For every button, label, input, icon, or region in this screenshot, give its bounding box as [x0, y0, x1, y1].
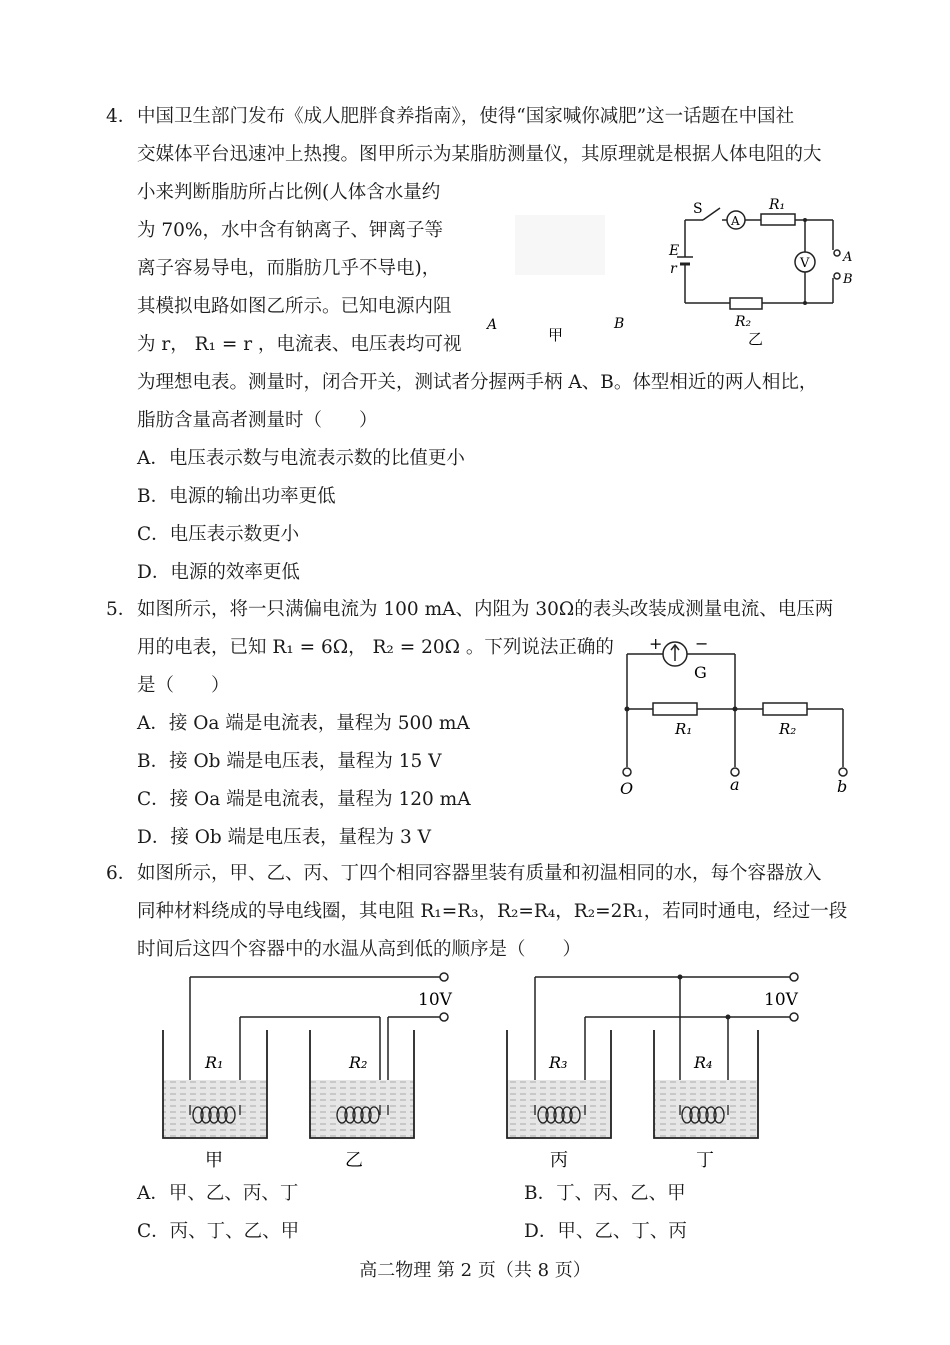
q6-number: 6． [106, 863, 137, 884]
q4-line-3: 小来判断脂肪所占比例(人体含水量约 [137, 182, 441, 203]
q5-option-d: D．接 Ob 端是电压表，量程为 3 V [137, 827, 431, 848]
container-jia [163, 1030, 267, 1171]
label-bing: 丙 [550, 1150, 568, 1171]
q4-line-6: 其模拟电路如图乙所示。已知电源内阻 [137, 296, 452, 317]
q6-option-b: B．丁、丙、乙、甲 [524, 1183, 686, 1204]
q4-option-b: B．电源的输出功率更低 [137, 486, 336, 507]
q5-line-3: 是（ ） [137, 675, 230, 696]
q4-number: 4． [106, 106, 137, 127]
q4-figure-jia [475, 195, 635, 345]
jia-handle-a: A [487, 317, 498, 333]
q5-option-c: C．接 Oa 端是电流表，量程为 120 mA [137, 789, 471, 810]
label-r4: R₄ [694, 1053, 713, 1072]
label-e: E [669, 243, 680, 259]
terminal-b [834, 273, 840, 279]
q4-line-2: 交媒体平台迅速冲上热搜。图甲所示为某脂肪测量仪，其原理就是根据人体电阻的大 [137, 144, 822, 165]
q5-number: 5． [106, 599, 137, 620]
label-terminal-b: B [843, 272, 853, 287]
label-r2: R₂ [779, 720, 797, 738]
label-r1: R₁ [675, 720, 693, 738]
label-ding: 丁 [696, 1150, 714, 1171]
resistor-r2 [763, 703, 807, 715]
resistor-r2 [730, 298, 762, 309]
container-ding [654, 1030, 758, 1171]
q6-line-1: 如图所示，甲、乙、丙、丁四个相同容器里装有质量和初温相同的水，每个容器放入 [137, 863, 822, 884]
label-jia: 甲 [205, 1150, 223, 1171]
label-r1: R₁ [205, 1053, 224, 1072]
g-plus: + [649, 634, 663, 653]
g-minus: − [695, 634, 709, 653]
q5-line-1: 如图所示，将一只满偏电流为 100 mA、内阻为 30Ω的表头改装成测量电流、电压两 [137, 599, 834, 620]
jia-handle-b: B [614, 316, 625, 332]
label-r2: R₂ [735, 314, 752, 330]
q5-line-2: 用的电表，已知 R₁ = 6Ω， R₂ = 20Ω 。下列说法正确的 [137, 637, 614, 658]
yi-label: 乙 [748, 330, 764, 348]
container-bing [507, 1030, 611, 1171]
label-r3: R₃ [549, 1053, 568, 1072]
q4-line-4: 为 70%，水中含有钠离子、钾离子等 [137, 220, 444, 241]
q4-line-9: 脂肪含量高者测量时（ ） [137, 410, 378, 431]
q6-line-3: 时间后这四个容器中的水温从高到低的顺序是（ ） [137, 939, 582, 960]
q4-figure-yi [665, 195, 865, 350]
label-yi: 乙 [345, 1150, 363, 1171]
q5-option-b: B．接 Ob 端是电压表，量程为 15 V [137, 751, 442, 772]
label-a: a [730, 775, 740, 794]
page-footer: 高二物理 第 2 页（共 8 页） [359, 1260, 591, 1281]
label-g: G [694, 663, 707, 682]
device-photo-placeholder [515, 215, 605, 275]
q4-line-5: 离子容易导电，而脂肪几乎不导电)， [137, 258, 441, 279]
terminal-a [834, 250, 840, 256]
label-ammeter: A [731, 214, 740, 228]
q6-option-d: D．甲、乙、丁、丙 [524, 1221, 687, 1242]
q4-line-8: 为理想电表。测量时，闭合开关，测试者分握两手柄 A、B。体型相近的两人相比， [137, 372, 818, 393]
label-r2: R₂ [349, 1053, 368, 1072]
voltage-right: 10V [764, 990, 798, 1010]
q4-line-1: 中国卫生部门发布《成人肥胖食养指南》，使得“国家喊你减肥”这一话题在中国社 [137, 106, 795, 127]
q6-figure [150, 965, 870, 1175]
voltage-left: 10V [418, 990, 452, 1010]
q6-line-2: 同种材料绕成的导电线圈，其电阻 R₁=R₃，R₂=R₄，R₂=2R₁，若同时通电，经过一段 [137, 901, 848, 922]
label-s: S [693, 201, 703, 217]
q6-option-c: C．丙、丁、乙、甲 [137, 1221, 300, 1242]
label-voltmeter: V [800, 256, 810, 271]
label-r1: R₁ [769, 197, 786, 213]
q4-option-c: C．电压表示数更小 [137, 524, 300, 545]
jia-label: 甲 [548, 326, 564, 344]
label-o: O [620, 779, 634, 798]
q4-option-a: A．电压表示数与电流表示数的比值更小 [137, 448, 465, 469]
label-terminal-a: A [843, 250, 853, 265]
resistor-r1 [761, 214, 795, 225]
terminal-o [623, 768, 631, 776]
q5-circuit [615, 632, 855, 802]
q6-option-a: A．甲、乙、丙、丁 [137, 1183, 299, 1204]
terminal-b [839, 768, 847, 776]
resistor-r1 [653, 703, 697, 715]
q4-line-7: 为 r， R₁ = r ，电流表、电压表均可视 [137, 334, 462, 355]
switch-s [703, 208, 720, 220]
label-b: b [837, 777, 848, 796]
q5-option-a: A．接 Oa 端是电流表，量程为 500 mA [137, 713, 470, 734]
q4-option-d: D．电源的效率更低 [137, 562, 300, 583]
container-yi [310, 1030, 414, 1171]
label-r: r [670, 261, 677, 277]
